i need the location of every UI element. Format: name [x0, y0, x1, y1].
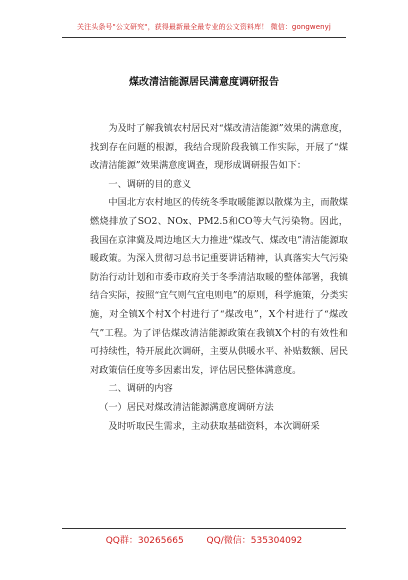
- footer: [0, 533, 408, 546]
- section-heading-1: 一、调研的目的意义: [108, 178, 192, 190]
- subsection-1-paragraph: 及时听取民生需求，主动获取基础资料，本次调研采: [108, 420, 320, 432]
- header-divider: [62, 37, 346, 38]
- section-1-paragraph: 中国北方农村地区的传统冬季取暖能源以散煤为主，而散煤燃烧排放了SO2、NOx、PM2.5和CO等大气污染物。因此，我国在京津冀及周边地区大力推进“煤改气、煤改电”清洁能源取暖政策。为深入贯彻习总书记重要讲话精神，认真落实大气污染防治行动计划和市委市政府关于冬季清洁取暖的整体部署，我镇结合实际，按照“宜气则气宜电则电”的原则，科学施策，分类实施，对全镇X个村X个村进行了“煤改电”，X个村进行了“煤改气”工程。为了评估煤改清洁能源政策在我镇X个村的有效性和可持续性，特开展此次调研，主要从供暖水平、补贴数额、居民对政策信任度等多因素出发，评估居民整体满意度。: [90, 197, 348, 376]
- intro-paragraph: 为及时了解我镇农村居民对“煤改清洁能源”效果的满意度，找到存在问题的根源，我结合现阶段我镇工作实际，开展了“煤改清洁能源”效果满意度调查，现形成调研报告如下：: [90, 123, 348, 172]
- document-body: [90, 120, 348, 436]
- footer-divider: [62, 528, 346, 529]
- document-title: 煤改清洁能源居民满意度调研报告: [129, 77, 279, 88]
- footer-qq-group: QQ群：30265665: [105, 536, 184, 546]
- header-note: 关注头条号"公文研究"，获得最新最全最专业的公文资料库！ 微信：gongwenyj: [77, 23, 331, 31]
- footer-qq-wechat: QQ/微信：535304092: [206, 536, 303, 546]
- section-heading-2: 二、调研的内容: [108, 383, 173, 395]
- subsection-heading-1: （一）居民对煤改清洁能源满意度调研方法: [99, 401, 274, 413]
